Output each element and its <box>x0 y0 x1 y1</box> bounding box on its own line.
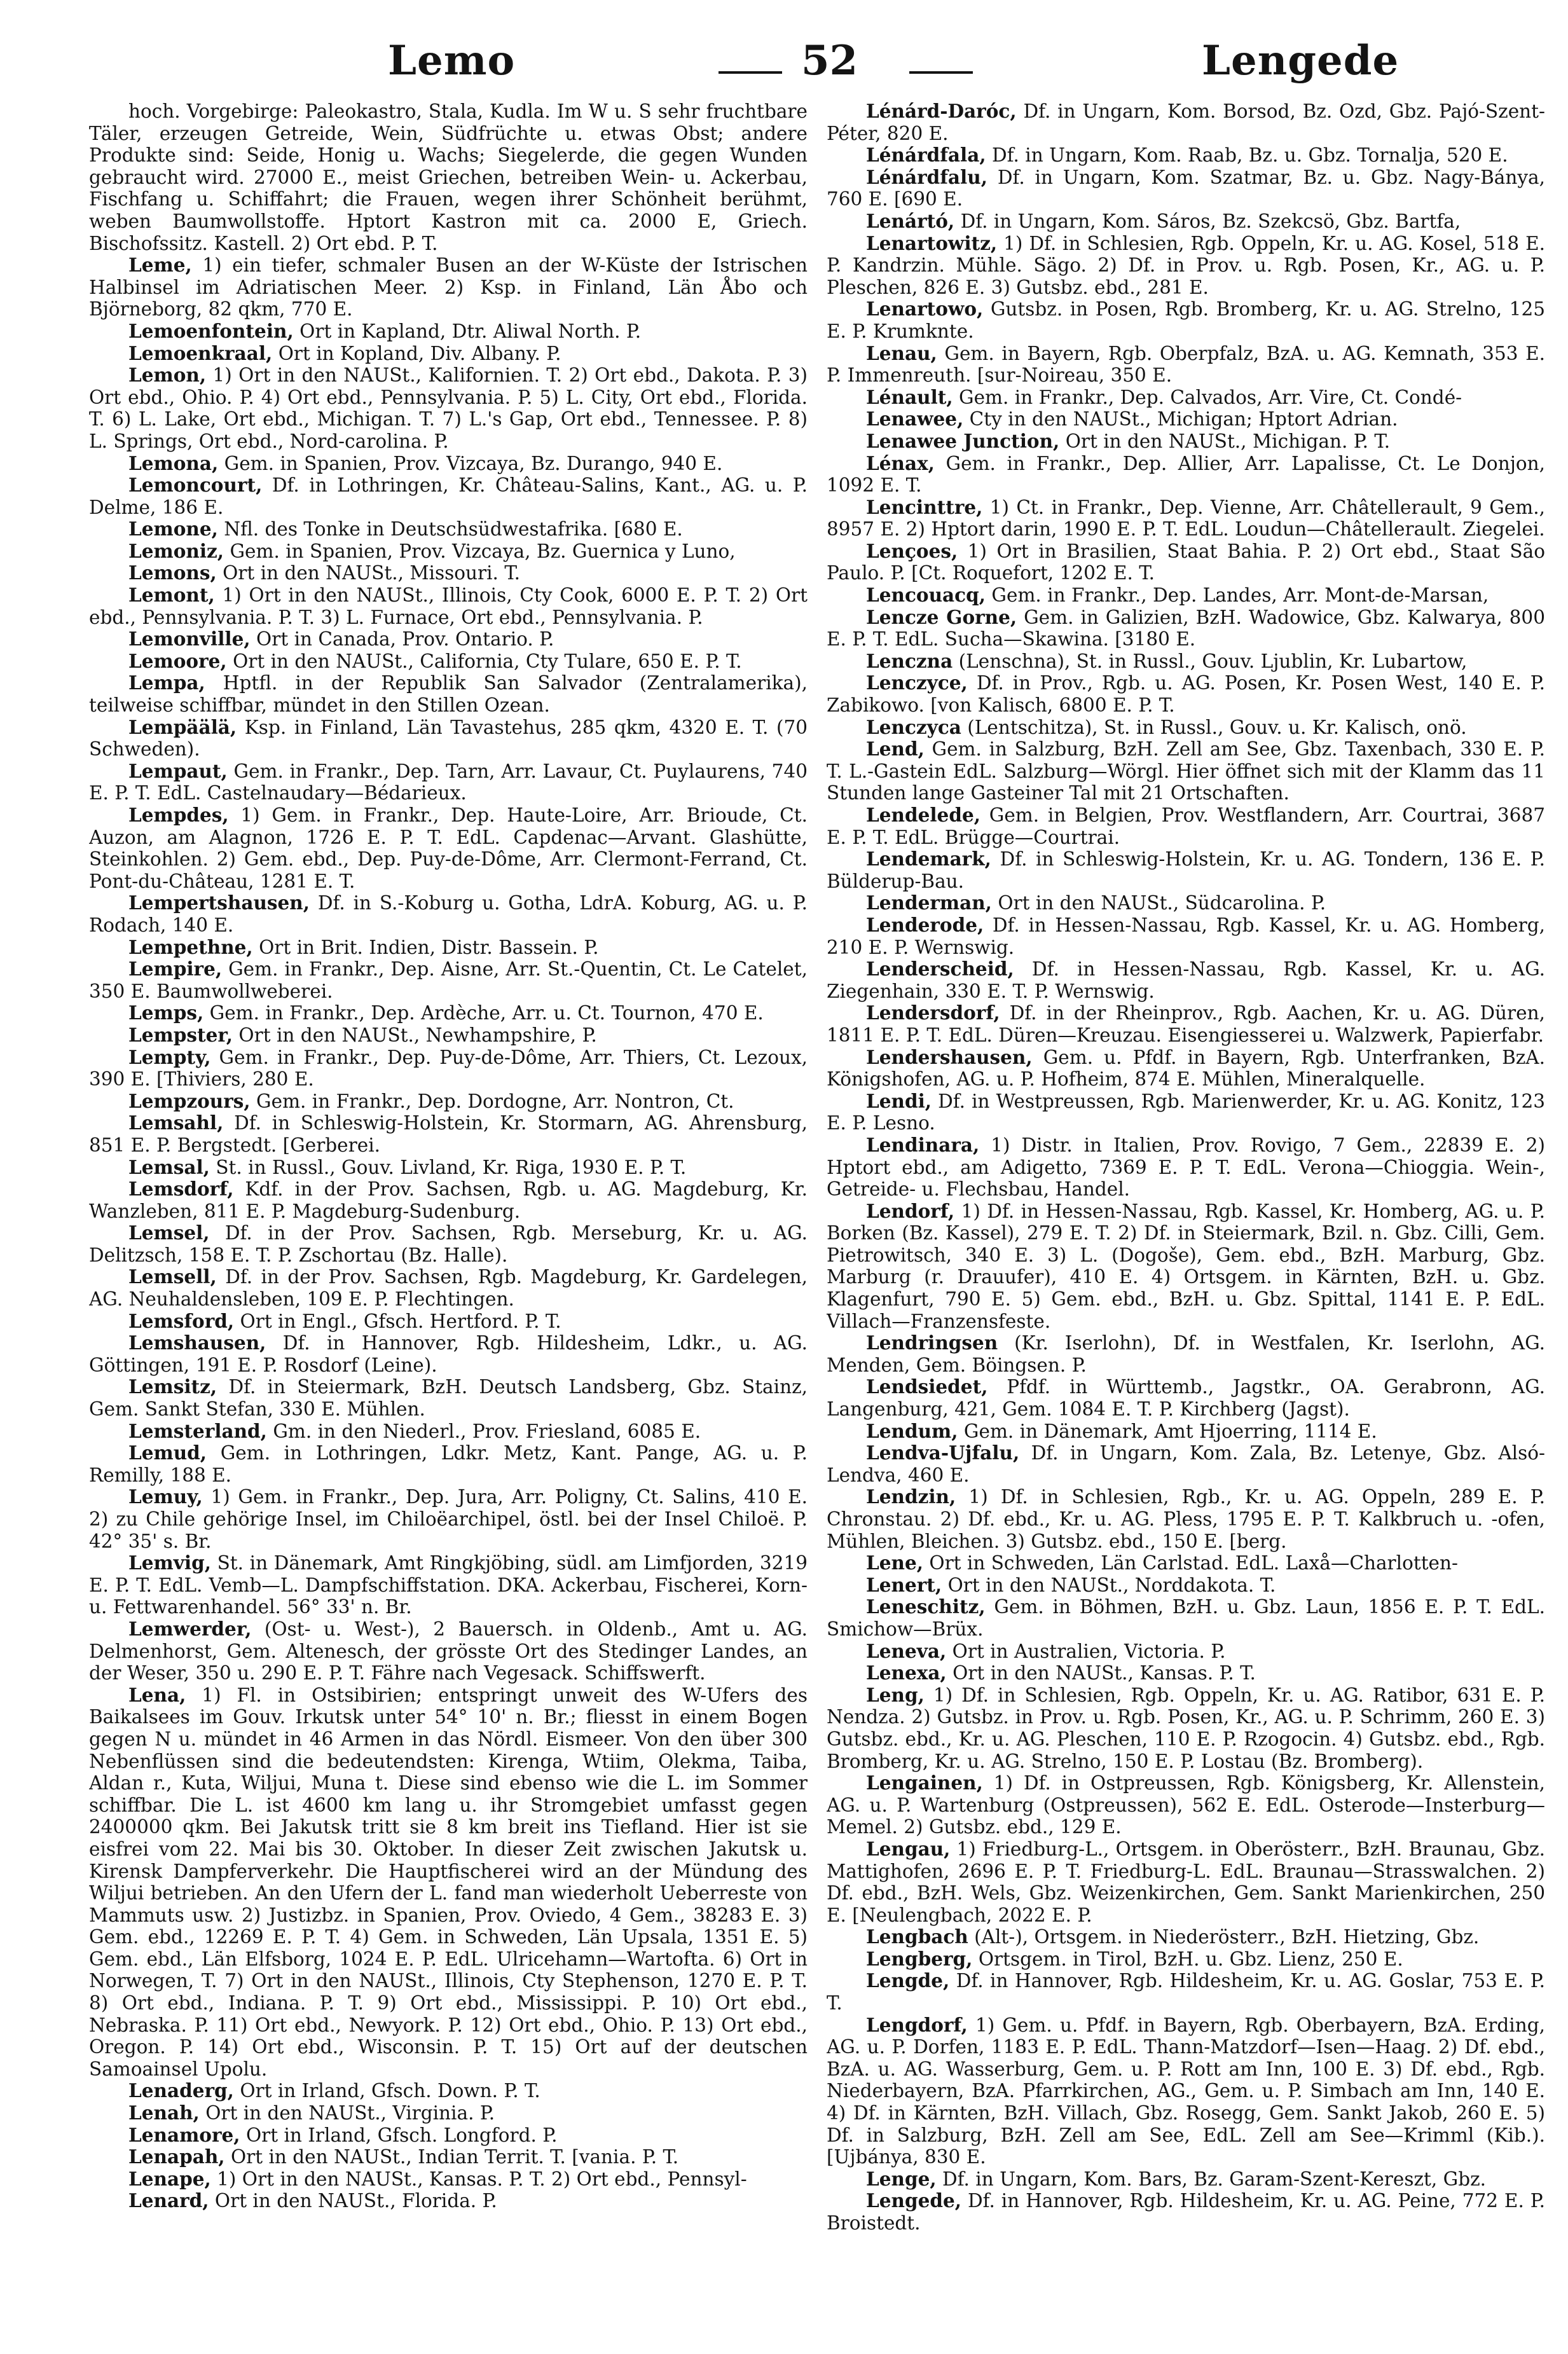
entry-text: Kdf. in der Prov. Sachsen, Rgb. u. AG. Magdeburg, Kr. Wanzleben, 811 E. P. Magdeburg-Sudenburg. <box>89 1178 808 1222</box>
entry-text: Ort in den NAUSt., Florida. P. <box>214 2190 497 2212</box>
entry-text: Gem. in Bayern, Rgb. Oberpfalz, BzA. u. AG. Kemnath, 353 E. P. Immenreuth. [sur-Noireau, 350 E. <box>827 342 1545 387</box>
entry-headword: Lenge, <box>866 2167 937 2190</box>
entry-headword: Lenawee, <box>866 408 964 430</box>
entry-text: Gem. in Frankr., Dep. Landes, Arr. Mont-de-Marsan, <box>991 584 1489 607</box>
entry-text: 1) Gem. in Frankr., Dep. Jura, Arr. Poligny, Ct. Salins, 410 E. 2) zu Chile gehörige Insel, im Chiloëarchipel, östl. bei der Insel Chiloë. P. 42° 35' s. Br. <box>89 1486 808 1552</box>
entry-headword: Lendemark, <box>866 848 991 871</box>
dictionary-entry <box>89 1442 808 1486</box>
dictionary-entry <box>827 804 1545 848</box>
dictionary-entry <box>827 958 1545 1002</box>
dictionary-entry <box>827 914 1545 958</box>
entry-text: Gem. in Spanien, Prov. Vizcaya, Bz. Durango, 940 E. <box>224 452 723 474</box>
dictionary-entry <box>89 474 808 518</box>
dictionary-entry <box>89 2124 808 2147</box>
header-dash-left <box>719 71 782 74</box>
entry-headword: Lengede, <box>866 2189 962 2212</box>
entry-headword: Lemons, <box>128 561 217 584</box>
dictionary-entry <box>827 1970 1545 2014</box>
dictionary-entry <box>89 1222 808 1266</box>
dictionary-entry <box>827 717 1545 739</box>
header-dash-right <box>909 71 973 74</box>
dictionary-entry <box>827 738 1545 804</box>
entry-text: 1) Ort in den NAUSt., Kalifornien. T. 2) Ort ebd., Dakota. P. 3) Ort ebd., Ohio. P. 4) Ort ebd., Pennsylvania. P. 5) L. City, Ort ebd., Florida. T. 6) L. Lake, Ort ebd., Michigan. T. 7) L.'s Gap, Ort ebd., Tennessee. P. 8) L. Springs, Ort ebd., Nord-carolina. P. <box>89 364 808 452</box>
dictionary-entry <box>89 717 808 761</box>
entry-text: Ort in den NAUSt., Newhampshire, P. <box>238 1024 597 1046</box>
dictionary-entry <box>89 1178 808 1222</box>
dictionary-entry <box>89 628 808 650</box>
dictionary-entry <box>89 320 808 343</box>
entry-headword: Lemont, <box>128 584 215 607</box>
dictionary-entry <box>89 1486 808 1552</box>
entry-headword: Lendsiedet, <box>866 1375 988 1398</box>
entry-text: 1) Df. in Schlesien, Rgb. Oppeln, Kr. u. AG. Kosel, 518 E. P. Kandrzin. Mühle. Sägo. 2) Df. in Prov. u. Rgb. Posen, Kr., AG. u. P. Pleschen, 826 E. 3) Gutsbz. ebd., 281 E. <box>827 232 1545 298</box>
dictionary-entry <box>89 584 808 628</box>
dictionary-entry <box>827 1574 1545 1597</box>
entry-text: Df. in Hessen-Nassau, Rgb. Kassel, Kr. u. AG. Homberg, 210 E. P. Wernswig. <box>827 914 1545 958</box>
entry-headword: Lendi, <box>866 1089 932 1112</box>
dictionary-entry <box>827 453 1545 497</box>
dictionary-entry <box>89 364 808 452</box>
entry-headword: Lenawee Junction, <box>866 429 1060 452</box>
entry-headword: Lemoniz, <box>128 539 224 562</box>
entry-text: 1) Gem. in Frankr., Dep. Haute-Loire, Arr. Brioude, Ct. Auzon, am Alagnon, 1726 E. P. T. EdL. Capdenac—Arvant. Glashütte, Steinkohlen. 2) Gem. ebd., Dep. Puy-de-Dôme, Arr. Clermont-Ferrand, Ct. Pont-du-Château, 1281 E. T. <box>89 804 808 892</box>
dictionary-entry <box>89 804 808 892</box>
entry-text: Ort in Brit. Indien, Distr. Bassein. P. <box>259 936 599 958</box>
entry-headword: Lempster, <box>128 1023 233 1046</box>
entry-text: Gem. in Galizien, BzH. Wadowice, Gbz. Kalwarya, 800 E. P. T. EdL. Sucha—Skawina. [3180 E. <box>827 606 1545 650</box>
entry-headword: Lenderscheid, <box>866 958 1014 981</box>
entry-text: Df. in der Prov. Sachsen, Rgb. Magdeburg, Kr. Gardelegen, AG. Neuhaldensleben, 109 E. P. Flechtingen. <box>89 1266 808 1311</box>
entry-text: Gem. in Frankr., Dep. Puy-de-Dôme, Arr. Thiers, Ct. Lezoux, 390 E. [Thiviers, 280 E. <box>89 1046 808 1091</box>
dictionary-entry <box>89 2146 808 2168</box>
entry-headword: Lemvig, <box>128 1552 211 1574</box>
dictionary-entry <box>827 1376 1545 1420</box>
entry-headword: Lénárdfalu, <box>866 165 987 188</box>
entry-text: Df. in Ungarn, Kom. Borsod, Bz. Ozd, Gbz. Pajó-Szent-Péter, 820 E. <box>827 100 1545 144</box>
dictionary-entry <box>89 254 808 320</box>
entry-text: Df. in Hannover, Rgb. Hildesheim, Ldkr., u. AG. Göttingen, 191 E. P. Rosdorf (Leine). <box>89 1332 808 1376</box>
entry-text: Ort in Canada, Prov. Ontario. P. <box>256 628 554 650</box>
entry-text: 1) Ort in den NAUSt., Illinois, Cty Cook, 6000 E. P. T. 2) Ort ebd., Pennsylvania. P. T. 3) L. Furnace, Ort ebd., Pennsylvania. P. <box>89 584 808 628</box>
entry-text: 1) ein tiefer, schmaler Busen an der W-Küste der Istrischen Halbinsel im Adriatischen Meer. 2) Ksp. in Finland, Län Åbo och Björneborg, 82 qkm, 770 E. <box>89 254 808 320</box>
entry-text: Gem. in Frankr., Dep. Allier, Arr. Lapalisse, Ct. Le Donjon, 1092 E. T. <box>827 452 1545 497</box>
entry-headword: Lenderode, <box>866 913 984 936</box>
dictionary-entry <box>89 1376 808 1420</box>
entry-text: (Kr. Iserlohn), Df. in Westfalen, Kr. Iserlohn, AG. Menden, Gem. Böingsen. P. <box>827 1332 1545 1376</box>
dictionary-entry <box>827 497 1545 540</box>
entry-text: Ort in den NAUSt., California, Cty Tulare, 650 E. P. T. <box>233 650 742 672</box>
entry-text: Gem. in Frankr., Dep. Ardèche, Arr. u. Ct. Tournon, 470 E. <box>209 1002 764 1024</box>
entry-headword: Lemsford, <box>128 1309 235 1332</box>
entry-text: Df. in Prov., Rgb. u. AG. Posen, Kr. Posen West, 140 E. P. Zabikowo. [von Kalisch, 6800 E. P. T. <box>827 672 1545 717</box>
entry-text: Ort in den NAUSt., Indian Territ. T. [vania. P. T. <box>230 2146 679 2168</box>
page-header <box>89 25 1488 95</box>
entry-text: Df. in Ungarn, Kom. Szatmar, Bz. u. Gbz. Nagy-Bánya, 760 E. [690 E. <box>827 166 1545 210</box>
entry-headword: Lendzin, <box>866 1485 956 1508</box>
dictionary-entry <box>827 1332 1545 1376</box>
dictionary-entry <box>827 167 1545 210</box>
dictionary-entry <box>827 672 1545 716</box>
entry-headword: Lempdes, <box>128 804 229 826</box>
entry-headword: Lenderman, <box>866 891 992 914</box>
entry-headword: Lenexa, <box>866 1662 947 1684</box>
entry-headword: Lempaut, <box>128 759 228 782</box>
entry-text: Ort in den NAUSt., Norddakota. T. <box>947 1574 1276 1596</box>
dictionary-entry <box>89 2168 808 2191</box>
entry-headword: Lengau, <box>866 1837 951 1860</box>
entry-text: Df. in Hannover, Rgb. Hildesheim, Kr. u. AG. Peine, 772 E. P. Broistedt. <box>827 2190 1545 2234</box>
entry-text: Ort in den NAUSt., Missouri. T. <box>223 562 521 584</box>
entry-text: 1) Df. in Schlesien, Rgb. Oppeln, Kr. u. AG. Ratibor, 631 E. P. Nendza. 2) Gutsbz. in Prov. u. Rgb. Posen, Kr., AG. u. P. Schrimm, 260 E. 3) Gutsbz. ebd., Kr. u. AG. Pleschen, 110 E. P. Rzogocin. 4) Gutsbz. ebd., Rgb. Bromberg, Kr. u. AG. Strelno, 150 E. P. Lostau (Bz. Bromberg). <box>827 1684 1545 1772</box>
entry-text: Df. in Schleswig-Holstein, Kr. Stormarn, AG. Ahrensburg, 851 E. P. Bergstedt. [Gerberei. <box>89 1112 808 1156</box>
dictionary-entry <box>827 1684 1545 1772</box>
entry-text: 1) Fl. in Ostsibirien; entspringt unweit des W-Ufers des Baikalsees im Gouv. Irkutsk unter 54° 10' n. Br.; fliesst in einem Bogen gegen N u. mündet in 46 Armen in das Nördl. Eismeer. Von den über 300 Nebenflüssen sind die bedeutendsten: Kirenga, Wtiim, Olekma, Taiba, Aldan r., Kuta, Wiljui, Muna t. Diese sind ebenso wie die L. im Sommer schiffbar. Die L. ist 4600 km lang u. ihr Stromgebiet umfasst gegen 2400000 qkm. Bei Jakutsk tritt sie 8 km breit ins Tiefland. Hier ist sie eisfrei vom 22. Mai bis 30. Oktober. In dieser Zeit zwischen Jakutsk u. Kirensk Dampferverkehr. Die Hauptfischerei wird an der Mündung des Wiljui betrieben. An den Ufern der L. fand man wiederholt Ueberreste von Mammuts usw. 2) Justizbz. in Spanien, Prov. Oviedo, 4 Gem., 38283 E. 3) Gem. ebd., 12269 E. P. T. 4) Gem. in Schweden, Län Upsala, 1351 E. 5) Gem. ebd., Län Elfsborg, 1024 E. P. EdL. Ulricehamn—Wartofta. 6) Ort in Norwegen, T. 7) Ort in den NAUSt., Illinois, Cty Stephenson, 1270 E. P. T. 8) Ort ebd., Indiana. P. T. 9) Ort ebd., Mississippi. P. 10) Ort ebd., Nebraska. P. 11) Ort ebd., Newyork. P. 12) Ort ebd., Ohio. P. 13) Ort ebd., Oregon. P. 14) Ort ebd., Wisconsin. P. T. 15) Ort auf der deutschen Samoainsel Upolu. <box>89 1684 808 2080</box>
entry-text: Ort in den NAUSt., Virginia. P. <box>205 2102 495 2124</box>
entry-text: Df. in Lothringen, Kr. Château-Salins, Kant., AG. u. P. Delme, 186 E. <box>89 474 808 518</box>
dictionary-entry <box>89 1266 808 1310</box>
entry-headword: Lempertshausen, <box>128 891 310 914</box>
entry-text: Df. in Ungarn, Kom. Sáros, Bz. Szekcsö, Gbz. Bartfa, <box>960 210 1461 232</box>
entry-headword: Lendelede, <box>866 804 980 826</box>
dictionary-entry <box>827 1926 1545 1948</box>
entry-headword: Lenczyca <box>866 715 961 738</box>
dictionary-entry <box>89 1112 808 1156</box>
entry-text: Ort in Kapland, Dtr. Aliwal North. P. <box>299 320 642 342</box>
entry-text: Ort in Kopland, Div. Albany. P. <box>278 342 561 364</box>
dictionary-entry <box>827 144 1545 167</box>
entry-text: Ortsgem. in Tirol, BzH. u. Gbz. Lienz, 250 E. <box>978 1948 1403 1970</box>
dictionary-entry <box>827 650 1545 673</box>
entry-headword: Lend, <box>866 738 925 761</box>
dictionary-entry <box>827 1838 1545 1926</box>
entry-headword: Lemoncourt, <box>128 474 263 497</box>
dictionary-entry <box>827 430 1545 453</box>
entry-headword: Lemsahl, <box>128 1112 224 1134</box>
dictionary-entry <box>89 2190 808 2212</box>
dictionary-entry <box>827 1948 1545 1971</box>
entry-text: (Alt-), Ortsgem. in Niederösterr., BzH. Hietzing, Gbz. <box>974 1926 1480 1948</box>
entry-text: Df. in Steiermark, BzH. Deutsch Landsberg, Gbz. Stainz, Gem. Sankt Stefan, 330 E. Mühlen. <box>89 1376 808 1421</box>
entry-headword: Lendum, <box>866 1419 958 1442</box>
dictionary-entry <box>827 210 1545 233</box>
entry-headword: Lenczyce, <box>866 671 968 694</box>
dictionary-entry <box>827 2190 1545 2234</box>
dictionary-entry <box>89 892 808 936</box>
entry-text: 1) Friedburg-L., Ortsgem. in Oberösterr., BzH. Braunau, Gbz. Mattighofen, 2696 E. P. T. Friedburg-L. EdL. Braunau—Strasswalchen. 2) Df. ebd., BzH. Wels, Gbz. Weizenkirchen, Gem. Sankt Marienkirchen, 250 E. [Neulengbach, 2022 E. P. <box>827 1838 1545 1926</box>
running-head-right: Lengede <box>1202 37 1400 85</box>
entry-text: Df. in Ungarn, Kom. Zala, Bz. Letenye, Gbz. Alsó-Lendva, 460 E. <box>827 1442 1545 1486</box>
dictionary-entry <box>89 2080 808 2102</box>
dictionary-entry <box>89 1047 808 1091</box>
entry-headword: Lena, <box>128 1683 186 1706</box>
entry-text: (Lenschna), St. in Russl., Gouv. Ljublin, Kr. Lubartow, <box>958 650 1468 672</box>
entry-headword: Lendersdorf, <box>866 1001 1000 1024</box>
entry-headword: Lenártó, <box>866 209 955 232</box>
right-column <box>827 100 1545 2339</box>
entry-headword: Lemwerder, <box>128 1617 252 1640</box>
entry-headword: Leng, <box>866 1683 925 1706</box>
dictionary-entry <box>89 1332 808 1376</box>
entry-text: Df. in Hannover, Rgb. Hildesheim, Kr. u. AG. Goslar, 753 E. P. T. <box>827 1970 1545 2014</box>
entry-headword: Lencouacq, <box>866 584 986 607</box>
entry-headword: Lempa, <box>128 671 205 694</box>
entry-headword: Leme, <box>128 254 192 277</box>
dictionary-entry <box>89 1157 808 1179</box>
entry-text: Hptfl. in der Republik San Salvador (Zentralamerika), teilweise schiffbar, mündet in den Stillen Ozean. <box>89 672 808 717</box>
entry-headword: Lenczna <box>866 649 953 672</box>
entry-headword: Lenartowitz, <box>866 231 998 254</box>
dictionary-entry <box>89 1024 808 1047</box>
dictionary-entry <box>89 672 808 716</box>
entry-headword: Lemon, <box>128 364 207 387</box>
entry-text: Df. in Ungarn, Kom. Raab, Bz. u. Gbz. Tornalja, 520 E. <box>992 144 1508 167</box>
dictionary-entry <box>89 761 808 804</box>
entry-text: Gem. in Frankr., Dep. Tarn, Arr. Lavaur, Ct. Puylaurens, 740 E. P. T. EdL. Castelnaudary—Bédarieux. <box>89 760 808 804</box>
dictionary-entry <box>89 1421 808 1443</box>
entry-text: Gem. in Frankr., Dep. Dordogne, Arr. Nontron, Ct. <box>256 1090 734 1112</box>
dictionary-entry <box>827 1421 1545 1443</box>
entry-text: Gem. in Böhmen, BzH. u. Gbz. Laun, 1856 E. P. T. EdL. Smichow—Brüx. <box>827 1596 1545 1640</box>
dictionary-entry <box>89 343 808 365</box>
entry-headword: Lenert, <box>866 1573 942 1596</box>
entry-text: Gem. in Spanien, Prov. Vizcaya, Bz. Guernica y Luno, <box>230 540 736 562</box>
entry-headword: Lengberg, <box>866 1947 973 1970</box>
entry-headword: Lempty, <box>128 1045 211 1068</box>
entry-headword: Lençoes, <box>866 539 958 562</box>
entry-headword: Lemoenfontein, <box>128 319 294 342</box>
entry-headword: Lenamore, <box>128 2123 240 2146</box>
dictionary-entry <box>827 1442 1545 1486</box>
dictionary-entry <box>89 1002 808 1024</box>
entry-text: 1) Df. in Ostpreussen, Rgb. Königsberg, Kr. Allenstein, AG. u. P. Wartenburg (Ostpreussen), 562 E. EdL. Osterode—Insterburg—Memel. 2) Gutsbz. ebd., 129 E. <box>827 1772 1545 1838</box>
dictionary-entry <box>827 408 1545 430</box>
dictionary-entry <box>827 233 1545 299</box>
entry-headword: Lendva-Ujfalu, <box>866 1442 1020 1464</box>
entry-text: Ksp. in Finland, Län Tavastehus, 285 qkm, 4320 E. T. (70 Schweden). <box>89 716 808 761</box>
entry-text: Df. in S.-Koburg u. Gotha, LdrA. Koburg, AG. u. P. Rodach, 140 E. <box>89 892 808 936</box>
entry-text: Gem. in Salzburg, BzH. Zell am See, Gbz. Taxenbach, 330 E. P. T. L.-Gastein EdL. Salzburg—Wörgl. Hier öffnet sich mit der Klamm das 11 Stunden lange Gasteiner Tal mit 21 Ortschaften. <box>827 738 1545 804</box>
entry-text: (Lentschitza), St. in Russl., Gouv. u. Kr. Kalisch, onö. <box>967 716 1467 738</box>
entry-headword: Lenaderg, <box>128 2079 234 2102</box>
entry-text: 1) Ort in den NAUSt., Kansas. P. T. 2) Ort ebd., Pennsyl- <box>217 2168 747 2190</box>
entry-text: 1) Df. in Schlesien, Rgb., Kr. u. AG. Oppeln, 289 E. P. Chronstau. 2) Df. ebd., Kr. u. AG. Pless, 1795 E. P. T. Kalkbruch u. -ofen, Mühlen, Bleichen. 3) Gutsbz. ebd., 150 E. [berg. <box>827 1486 1545 1552</box>
entry-text: Ort in den NAUSt., Südcarolina. P. <box>998 892 1326 914</box>
entry-text: Gutsbz. in Posen, Rgb. Bromberg, Kr. u. AG. Strelno, 125 E. P. Krumknte. <box>827 298 1545 342</box>
entry-text: Gem. u. Pfdf. in Bayern, Rgb. Unterfranken, BzA. Königshofen, AG. u. P. Hofheim, 874 E. Mühlen, Mineralquelle. <box>827 1046 1545 1091</box>
entry-text: St. in Russl., Gouv. Livland, Kr. Riga, 1930 E. P. T. <box>216 1156 687 1178</box>
dictionary-entry <box>89 562 808 584</box>
dictionary-entry <box>827 584 1545 607</box>
entry-headword: Leneschitz, <box>866 1595 986 1618</box>
entry-text: Cty in den NAUSt., Michigan; Hptort Adrian. <box>969 408 1398 430</box>
entry-headword: Lemsitz, <box>128 1375 217 1398</box>
dictionary-entry <box>827 892 1545 914</box>
entry-text: Df. in der Rheinprov., Rgb. Aachen, Kr. u. AG. Düren, 1811 E. P. T. EdL. Düren—Kreuzau. Eisengiesserei u. Walzwerk, Papierfabr. <box>827 1002 1545 1046</box>
entry-headword: Lemsdorf, <box>128 1178 234 1201</box>
entry-text: Gem. in Frankr., Dep. Aisne, Arr. St.-Quentin, Ct. Le Catelet, 350 E. Baumwollweberei. <box>89 958 808 1002</box>
entry-text: hoch. Vorgebirge: Paleokastro, Stala, Kudla. Im W u. S sehr fruchtbare Täler, erzeugen Getreide, Wein, Südfrüchte u. etwas Obst; andere Produkte sind: Seide, Honig u. Wachs; Siegelerde, die gegen Wunden gebraucht wird. 27000 E., meist Griechen, betreiben Wein- u. Ackerbau, Fischfang u. Schiffahrt; die Frauen, wegen ihrer Schönheit berühmt, weben Baumwollstoffe. Hptort Kastron mit ca. 2000 E, Griech. Bischofssitz. Kastell. 2) Ort ebd. P. T. <box>89 100 808 254</box>
entry-text: Df. in Hessen-Nassau, Rgb. Kassel, Kr. u. AG. Ziegenhain, 330 E. T. P. Wernswig. <box>827 958 1545 1002</box>
dictionary-entry <box>827 1134 1545 1201</box>
entry-headword: Lemsterland, <box>128 1419 267 1442</box>
entry-headword: Lendorf, <box>866 1199 955 1222</box>
entry-text: Nfl. des Tonke in Deutschsüdwestafrika. [680 E. <box>224 518 683 540</box>
entry-headword: Lemuy, <box>128 1485 203 1508</box>
dictionary-entry <box>827 387 1545 409</box>
entry-text: Df. in Schleswig-Holstein, Kr. u. AG. Tondern, 136 E. P. Bülderup-Bau. <box>827 848 1545 892</box>
entry-headword: Lemsal, <box>128 1155 210 1178</box>
entry-text: Ort in den NAUSt., Michigan. P. T. <box>1065 430 1391 452</box>
dictionary-entry <box>827 540 1545 584</box>
entry-text: 1) Df. in Hessen-Nassau, Rgb. Kassel, Kr. Homberg, AG. u. P. Borken (Bz. Kassel), 279 E. T. 2) Df. in Steiermark, Bzil. n. Gbz. Cilli, Gem. Pietrowitsch, 340 E. 3) L. (Dogoše), Gem. ebd., BzH. Marburg, Gbz. Marburg (r. Drauufer), 410 E. 4) Ortsgem. in Kärnten, BzH. u. Gbz. Klagenfurt, 790 E. 5) Gem. ebd., BzH. u. Gbz. Spittal, 1141 E. P. EdL. Villach—Franzensfeste. <box>827 1200 1545 1332</box>
entry-headword: Lengde, <box>866 1969 950 1992</box>
entry-text: Df. in der Prov. Sachsen, Rgb. Merseburg, Kr. u. AG. Delitzsch, 158 E. T. P. Zschortau (Bz. Halle). <box>89 1222 808 1266</box>
dictionary-entry <box>827 1772 1545 1838</box>
dictionary-entry <box>827 100 1545 144</box>
dictionary-entry <box>89 1091 808 1113</box>
dictionary-entry <box>827 1641 1545 1663</box>
entry-text: Df. in Westpreussen, Rgb. Marienwerder, Kr. u. AG. Konitz, 123 E. P. Lesno. <box>827 1090 1545 1134</box>
dictionary-entry <box>89 958 808 1002</box>
entry-headword: Lénault, <box>866 385 953 408</box>
dictionary-entry <box>827 1486 1545 1552</box>
entry-text: Ort in Irland, Gfsch. Longford. P. <box>245 2124 558 2146</box>
entry-headword: Lemoenkraal, <box>128 341 273 364</box>
entry-headword: Lemsel, <box>128 1222 210 1244</box>
dictionary-entry <box>89 1552 808 1618</box>
dictionary-entry <box>89 100 808 254</box>
entry-headword: Lenape, <box>128 2167 211 2190</box>
dictionary-entry <box>827 298 1545 342</box>
dictionary-entry <box>827 848 1545 892</box>
entry-headword: Lemona, <box>128 451 219 474</box>
entry-headword: Lénárdfala, <box>866 144 986 167</box>
dictionary-entry <box>89 518 808 540</box>
entry-headword: Lemsell, <box>128 1265 217 1288</box>
dictionary-entry <box>89 453 808 475</box>
dictionary-entry <box>89 650 808 673</box>
dictionary-entry <box>827 343 1545 387</box>
entry-headword: Lencze Gorne, <box>866 605 1017 628</box>
dictionary-entry <box>89 1618 808 1684</box>
dictionary-entry <box>89 1684 808 2081</box>
entry-headword: Lenah, <box>128 2102 200 2124</box>
dictionary-entry <box>827 2014 1545 2168</box>
dictionary-entry <box>827 1091 1545 1134</box>
dictionary-entry <box>827 1002 1545 1046</box>
dictionary-entry <box>89 540 808 563</box>
entry-headword: Lenard, <box>128 2189 209 2212</box>
entry-text: Ort in Australien, Victoria. P. <box>952 1640 1226 1662</box>
entry-text: 1) Ort in Brasilien, Staat Bahia. P. 2) Ort ebd., Staat São Paulo. P. [Ct. Roquefort, 1202 E. T. <box>827 540 1545 584</box>
dictionary-entry <box>827 1596 1545 1640</box>
entry-text: Gem. in Frankr., Dep. Calvados, Arr. Vire, Ct. Condé- <box>959 386 1462 408</box>
page-number: 52 <box>801 37 858 85</box>
dictionary-entry <box>827 2168 1545 2191</box>
dictionary-entry <box>827 1201 1545 1333</box>
dictionary-entry <box>89 937 808 959</box>
entry-headword: Lendershausen, <box>866 1045 1033 1068</box>
dictionary-entry <box>827 1662 1545 1684</box>
entry-text: 1) Distr. in Italien, Prov. Rovigo, 7 Gem., 22839 E. 2) Hptort ebd., am Adigetto, 7369 E. P. T. EdL. Verona—Chioggia. Wein-, Getreide- u. Flechsbau, Handel. <box>827 1134 1545 1201</box>
entry-headword: Lénárd-Daróc, <box>866 100 1017 122</box>
entry-headword: Lempire, <box>128 958 223 981</box>
entry-text: 1) Gem. u. Pfdf. in Bayern, Rgb. Oberbayern, BzA. Erding, AG. u. P. Dorfen, 1183 E. P. EdL. Thann-Matzdorf—Isen—Haag. 2) Df. ebd., BzA. u. AG. Wasserburg, Gem. u. P. Rott am Inn, 100 E. 3) Df. ebd., Rgb. Niederbayern, BzA. Pfarrkirchen, AG., Gem. u. P. Simbach am Inn, 140 E. 4) Df. in Kärnten, BzH. Villach, Gbz. Rosegg, Gem. Sankt Jakob, 260 E. 5) Df. in Salzburg, BzH. Zell am See, EdL. Zell am See—Krimml (Kib.). [Ujbánya, 830 E. <box>827 2014 1545 2168</box>
entry-headword: Lempzours, <box>128 1089 251 1112</box>
entry-text: Ort in Irland, Gfsch. Down. P. T. <box>240 2080 540 2102</box>
entry-headword: Lengdorf, <box>866 2013 968 2036</box>
entry-text: Df. in Ungarn, Kom. Bars, Bz. Garam-Szent-Kereszt, Gbz. <box>942 2168 1486 2190</box>
entry-headword: Lemoore, <box>128 649 227 672</box>
entry-headword: Lenapah, <box>128 2145 225 2168</box>
entry-headword: Lenau, <box>866 341 937 364</box>
entry-text: 1) Ct. in Frankr., Dep. Vienne, Arr. Châtellerault, 9 Gem., 8957 E. 2) Hptort darin, 1990 E. P. T. EdL. Loudun—Châtellerault. Ziegelei. <box>827 496 1545 540</box>
entry-headword: Leneva, <box>866 1639 947 1662</box>
entry-headword: Lencinttre, <box>866 495 983 518</box>
entry-text: Ort in den NAUSt., Kansas. P. T. <box>952 1662 1256 1684</box>
dictionary-entry <box>827 1047 1545 1091</box>
entry-headword: Lendringsen <box>866 1332 998 1354</box>
entry-text: (Ost- u. West-), 2 Bauersch. in Oldenb., Amt u. AG. Delmenhorst, Gem. Altenesch, der grösste Ort des Stedinger Landes, an der Weser, 350 u. 290 E. P. T. Fähre nach Vegesack. Schiffswerft. <box>89 1618 808 1684</box>
entry-text: Ort in Schweden, Län Carlstad. EdL. Laxå—Charlotten- <box>929 1552 1458 1574</box>
left-column <box>89 100 808 2339</box>
running-head-left: Lemo <box>388 37 516 85</box>
entry-headword: Lemps, <box>128 1001 204 1024</box>
entry-headword: Lemone, <box>128 518 218 540</box>
entry-headword: Lengbach <box>866 1925 968 1948</box>
entry-headword: Lemonville, <box>128 628 251 650</box>
dictionary-entry <box>89 2102 808 2124</box>
entry-headword: Lemud, <box>128 1442 207 1464</box>
dictionary-entry <box>827 1552 1545 1574</box>
entry-text: Gem. in Lothringen, Ldkr. Metz, Kant. Pange, AG. u. P. Remilly, 188 E. <box>89 1442 808 1486</box>
entry-headword: Lendinara, <box>866 1133 980 1156</box>
entry-headword: Lempäälä, <box>128 715 237 738</box>
dictionary-entry <box>827 607 1545 650</box>
entry-text: Gm. in den Niederl., Prov. Friesland, 6085 E. <box>273 1420 701 1442</box>
entry-text: Gem. in Dänemark, Amt Hjoerring, 1114 E. <box>963 1420 1377 1442</box>
entry-headword: Lenartowo, <box>866 298 984 320</box>
entry-headword: Lempethne, <box>128 935 253 958</box>
entry-headword: Lénax, <box>866 451 935 474</box>
entry-headword: Lemshausen, <box>128 1332 266 1354</box>
entry-text: Pfdf. in Württemb., Jagstkr., OA. Gerabronn, AG. Langenburg, 421, Gem. 1084 E. T. P. Kirchberg (Jagst). <box>827 1376 1545 1421</box>
entry-headword: Lengainen, <box>866 1772 983 1794</box>
entry-text: Gem. in Belgien, Prov. Westflandern, Arr. Courtrai, 3687 E. P. T. EdL. Brügge—Courtrai. <box>827 804 1545 848</box>
entry-text: St. in Dänemark, Amt Ringkjöbing, südl. am Limfjorden, 3219 E. P. T. EdL. Vemb—L. Dampfschiffstation. DKA. Ackerbau, Fischerei, Korn- u. Fettwarenhandel. 56° 33' n. Br. <box>89 1552 808 1618</box>
entry-text: Ort in Engl., Gfsch. Hertford. P. T. <box>240 1310 561 1332</box>
entry-headword: Lene, <box>866 1552 923 1574</box>
dictionary-entry <box>89 1311 808 1333</box>
